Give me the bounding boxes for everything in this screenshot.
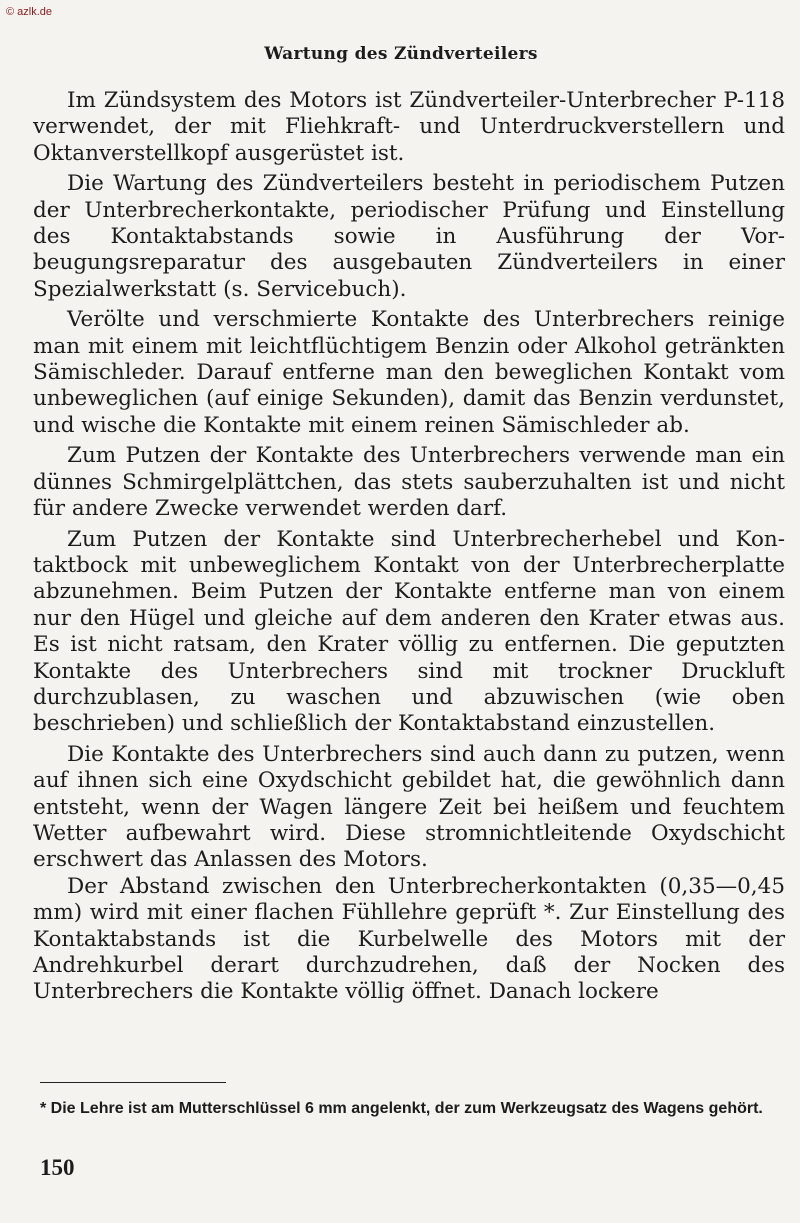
body-text (33, 88, 785, 1006)
footnote-divider (40, 1082, 226, 1083)
paragraph: Verölte und verschmierte Kontakte des Unterbrechers reinige man mit einem mit leichtflüchtigem Benzin oder Alkohol getränkten Sämischleder. Darauf entferne man den beweglichen Kontakt vom unbeweglichen (auf einige Sekunden), damit das Benzin verdunstet, und wische die Kontakte mit einem reinen Sämischleder ab. (33, 307, 785, 438)
paragraph: Zum Putzen der Kontakte sind Unterbrecherhebel und Kontaktbock mit unbeweglichem Kontakt von der Unterbrecherplatte abzunehmen. Beim Putzen der Kontakte entferne man von einem nur den Hügel und gleiche auf dem anderen den Krater etwas aus. Es ist nicht ratsam, den Krater völlig zu entfernen. Die geputzten Kontakte des Unterbrechers sind mit trockner Druckluft durchzublasen, zu waschen und abzuwischen (wie oben beschrieben) und schließlich der Kontaktabstand einzustellen. (33, 526, 785, 737)
paragraph: Der Abstand zwischen den Unterbrecherkontakten (0,35—0,45 mm) wird mit einer flachen Fühllehre geprüft *. Zur Einstellung des Kontaktabstands ist die Kurbelwelle des Motors mit der Andrehkurbel derart durchzudrehen, daß der Nocken des Unterbrechers die Kontakte völlig öffnet. Danach lockere (33, 873, 785, 1005)
paragraph: Zum Putzen der Kontakte des Unterbrechers verwende man ein dünnes Schmirgelplättchen, das stets sauberzuhalten ist und nicht für andere Zwecke verwendet werden darf. (33, 443, 785, 522)
paragraph: Im Zündsystem des Motors ist Zündverteiler-Unterbrecher P-118 verwendet, der mit Fliehkraft- und Unterdruckverstellern und Oktanverstellkopf ausgerüstet ist. (33, 88, 785, 166)
section-heading (0, 44, 800, 64)
footnote: * Die Lehre ist am Mutterschlüssel 6 mm angelenkt, der zum Werkzeugsatz des Wagens gehört. (40, 1100, 763, 1117)
watermark-text: © azlk.de (6, 6, 53, 18)
section-heading-text: Wartung des Zündverteilers (264, 44, 538, 64)
page-number: 150 (40, 1155, 75, 1180)
paragraph: Die Wartung des Zündverteilers besteht in periodischem Putzen der Unterbrecherkontakte, periodischer Prüfung und Einstellung des Kontaktabstands sowie in Ausführung der Vorbeugungsreparatur des ausgebauten Zündverteilers in einer Spezialwerkstatt (s. Servicebuch). (33, 171, 785, 302)
paragraph: Die Kontakte des Unterbrechers sind auch dann zu putzen, wenn auf ihnen sich eine Oxydschicht gebildet hat, die gewöhnlich dann entsteht, wenn der Wagen längere Zeit bei heißem und feuchtem Wetter aufbewahrt wird. Diese stromnichtleitende Oxydschicht erschwert das Anlassen des Motors. (33, 741, 785, 873)
